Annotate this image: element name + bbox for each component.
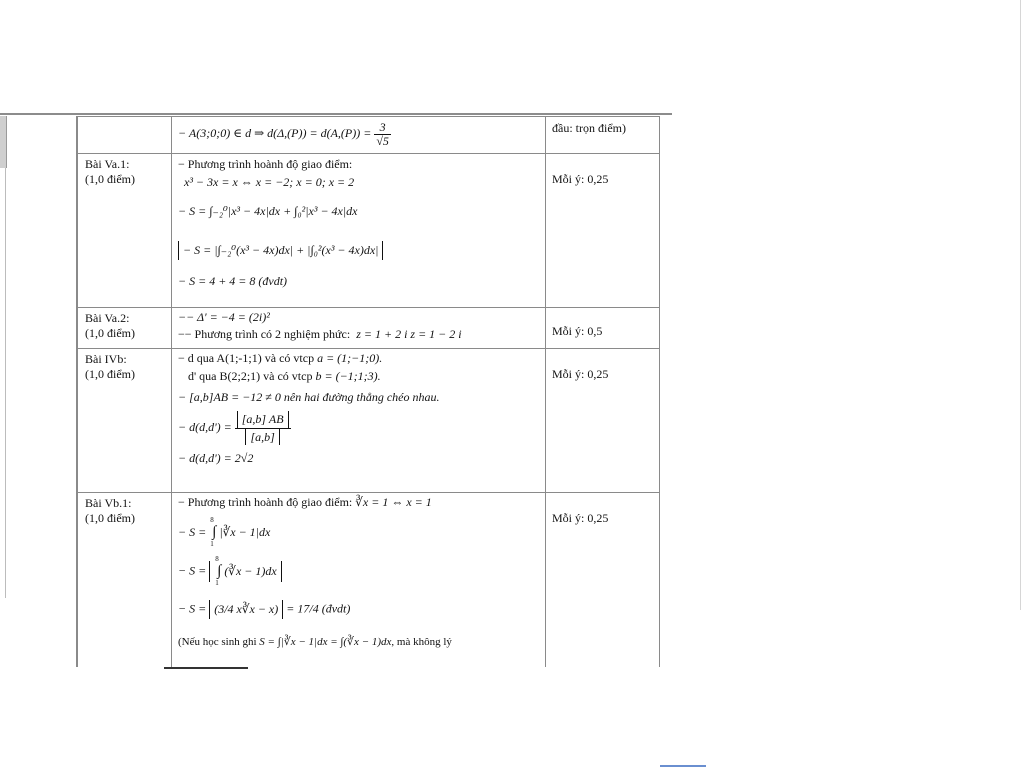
scroll-bar[interactable] [0,116,7,168]
problem-points: (1,0 điểm) [85,367,135,381]
solution-cell [172,349,546,493]
solution-line: − S = 4 + 4 = 8 (đvdt) [178,274,288,288]
solution-line: − S = (3/4 x∛x − x) = 17/4 (đvdt) [178,600,545,619]
solution-line: − S = ∫₋₂⁰|x³ − 4x|dx + ∫₀²|x³ − 4x|dx [178,204,358,218]
solution-line: − d qua A(1;-1;1) và có vtcp a = (1;−1;0). [178,351,383,365]
top-rule [0,113,672,115]
row-label-cell [78,154,172,308]
solution-cell [172,308,546,349]
problem-points: (1,0 điểm) [85,172,135,186]
solution-cell [172,493,546,668]
solution-cell [172,154,546,308]
problem-label: Bài Va.2: [85,311,130,325]
table-row [78,493,661,668]
fraction: $\frac{[a,b] AB}{[a,b]}$ [235,411,291,445]
row-label-cell [78,117,172,154]
score-note-cell: Mỗi ý: 0,25 [546,349,661,493]
table-row [78,349,661,493]
solution-line: − Phương trình hoành độ giao điểm: [178,157,353,171]
underline-mark [164,667,248,669]
answer-table [77,116,660,667]
problem-label: Bài Vb.1: [85,496,132,510]
row-label-cell [78,493,172,668]
solution-line: −− Δ' = −4 = (2i)² [178,310,270,324]
solution-line: − d(d,d') = 2√2 [178,451,254,466]
table-row [78,154,661,308]
left-edge-line [5,168,6,598]
score-note-cell: đầu: trọn điểm) [546,117,661,154]
solution-line: − S = ∫ 8 1 (∛x − 1)dx [178,561,545,582]
problem-label: Bài IVb: [85,352,127,366]
score-note-cell: Mỗi ý: 0,25 [546,154,661,308]
row-label-cell [78,349,172,493]
solution-line: − Phương trình hoành độ giao điểm: ∛x = 1 ⇔ x = 1 [178,495,432,509]
solution-line: d' qua B(2;2;1) và có vtcp b = (−1;1;3). [188,369,381,383]
solution-line: − d(d,d') = $\frac{[a,b] AB}{[a,b]}$ [178,411,545,445]
score-note-cell: Mỗi ý: 0,5 [546,308,661,349]
problem-points: (1,0 điểm) [85,326,135,340]
solution-line: − S = |∫₋₂⁰(x³ − 4x)dx| + |∫₀²(x³ − 4x)dx| [178,241,545,260]
answer-table-sheet [76,116,660,667]
solution-line: − [a,b]AB = −12 ≠ 0 nên hai đường thẳng chéo nhau. [178,390,440,404]
score-note-cell: Mỗi ý: 0,25 [546,493,661,668]
table-row [78,308,661,349]
solution-line: x³ − 3x = x ⇔ x = −2; x = 0; x = 2 [184,175,355,189]
solution-line: (Nếu học sinh ghi S = ∫|∛x − 1|dx = ∫(∛x − 1)dx, mà không lý [178,636,452,648]
problem-label: Bài Va.1: [85,157,130,171]
row-label-cell [78,308,172,349]
solution-line: −− Phương trình có 2 nghiệm phức: z = 1 + 2 i z = 1 − 2 i [178,327,462,341]
fraction: $\frac{3}{√5}$ [376,120,389,148]
problem-points: (1,0 điểm) [85,511,135,525]
right-edge-line [1020,0,1021,610]
solution-cell [172,117,546,154]
table-row [78,117,661,154]
solution-line: − A(3;0;0) ∈ d ⇒ d(Δ,(P)) = d(A,(P)) = $\frac{3}{√5}$ [178,120,389,148]
blue-mark [660,765,706,767]
solution-line: − S = ∫ 8 1 |∛x − 1|dx [178,516,271,548]
